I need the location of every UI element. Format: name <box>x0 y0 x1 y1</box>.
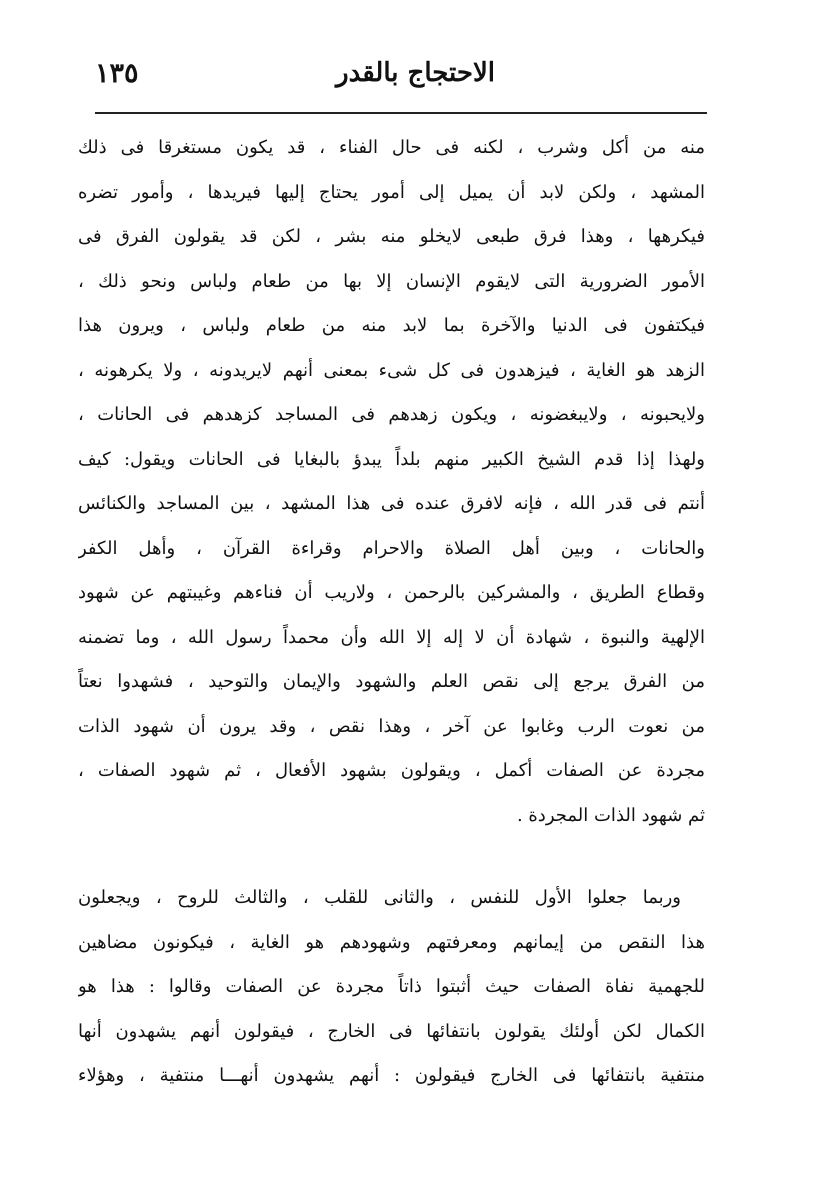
page-number: ١٣٥ <box>95 58 139 89</box>
text-line: للجهمية نفاة الصفات حيث أثبتوا ذاتاً مجردة عن الصفات وقالوا : هذا هو <box>78 976 705 997</box>
paragraph-1 <box>78 126 705 838</box>
text-line: فيكرهها ، وهذا فرق طبعى لايخلو منه بشر ، لكن قد يقولون الفرق فى <box>78 226 705 247</box>
text-line: ثم شهود الذات المجردة . <box>516 804 705 826</box>
text-line: من نعوت الرب وغابوا عن آخر ، وهذا نقص ، وقد يرون أن شهود الذات <box>78 715 705 737</box>
text-line: وربما جعلوا الأول للنفس ، والثانى للقلب ، والثالث للروح ، ويجعلون <box>78 887 681 908</box>
text-line: أنتم فى قدر الله ، فإنه لافرق عنده فى هذا المشهد ، بين المساجد والكنائس <box>78 493 705 514</box>
text-line: الإلهية والنبوة ، شهادة أن لا إله إلا الله وأن محمداً رسول الله ، وما تضمنه <box>78 626 705 648</box>
paragraph-2 <box>78 876 705 1099</box>
text-line: الأمور الضرورية التى لايقوم الإنسان إلا بها من طعام ولباس ونحو ذلك ، <box>78 270 705 292</box>
page-header <box>95 52 710 102</box>
text-line: والحانات ، وبين أهل الصلاة والاحرام وقراءة القرآن ، وأهل الكفر <box>78 537 705 559</box>
text-line: من الفرق يرجع إلى نقص العلم والشهود والإيمان والتوحيد ، فشهدوا نعتاً <box>78 671 705 692</box>
paragraph-gap <box>78 838 705 876</box>
text-line: منه من أكل وشرب ، لكنه فى حال الفناء ، قد يكون مستغرقا فى ذلك <box>78 137 705 158</box>
text-line: ولايحبونه ، ولايبغضونه ، ويكون زهدهم فى المساجد كزهدهم فى الحانات ، <box>78 404 705 425</box>
header-divider <box>95 112 707 114</box>
text-line: فيكتفون فى الدنيا والآخرة بما لابد منه من طعام ولباس ، ويرون هذا <box>78 315 705 336</box>
text-line: هذا النقص من إيمانهم ومعرفتهم وشهودهم هو الغاية ، فيكونون مضاهين <box>78 931 705 953</box>
text-line: المشهد ، ولكن لابد أن يميل إلى أمور يحتاج إليها فيريدها ، وأمور تضره <box>78 181 705 203</box>
text-line: الزهد هو الغاية ، فيزهدون فى كل شىء بمعنى أنهم لايريدونه ، ولا يكرهونه ، <box>78 359 705 381</box>
text-line: منتفية بانتفائها فى الخارج فيقولون : أنهم يشهدون أنهـــا منتفية ، وهؤلاء <box>78 1065 705 1086</box>
running-title: الاحتجاج بالقدر <box>336 58 495 88</box>
text-line: ولهذا إذا قدم الشيخ الكبير منهم بلداً يبدؤ بالبغايا فى الحانات ويقول: كيف <box>78 448 705 470</box>
text-line: الكمال لكن أولئك يقولون بانتفائها فى الخارج ، فيقولون أنهم يشهدون أنها <box>78 1020 705 1042</box>
text-line: مجردة عن الصفات أكمل ، ويقولون بشهود الأفعال ، ثم شهود الصفات ، <box>78 760 705 781</box>
text-line: وقطاع الطريق ، والمشركين بالرحمن ، ولاريب أن فناءهم وغيبتهم عن شهود <box>78 582 705 603</box>
body-text <box>78 126 705 1099</box>
